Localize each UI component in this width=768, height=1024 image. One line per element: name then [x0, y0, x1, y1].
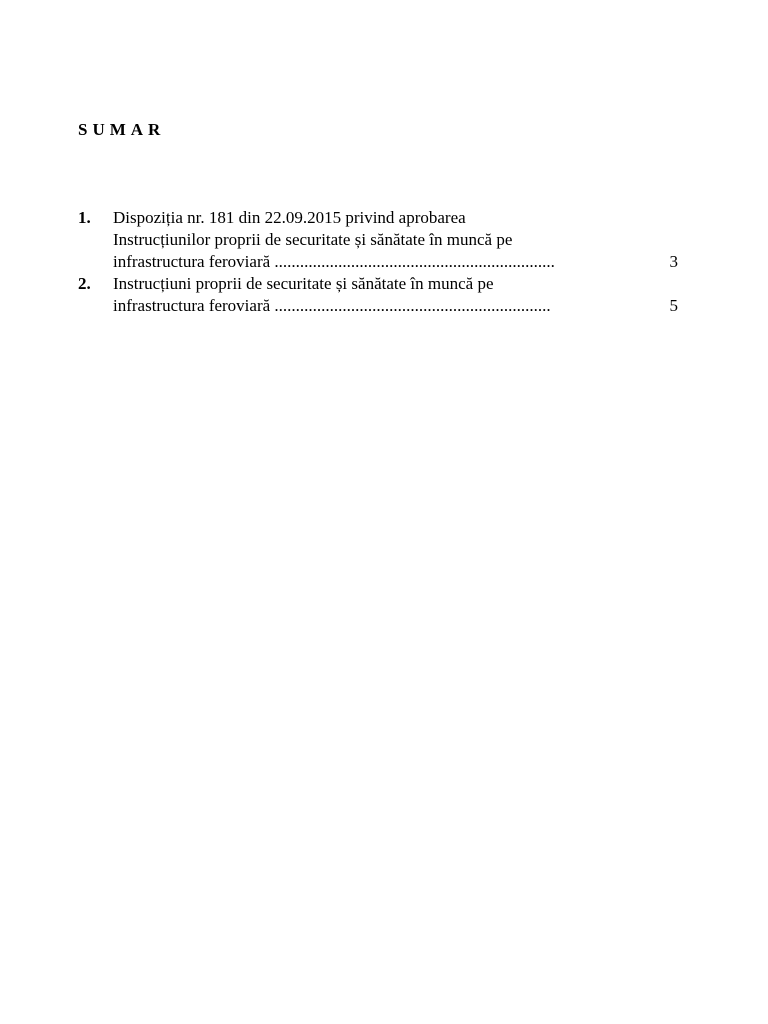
toc-entry-text	[113, 207, 638, 273]
toc-entry-leader-line: infrastructura feroviară ..................................................................	[113, 252, 555, 271]
toc-entry-line: Instrucțiunilor proprii de securitate și sănătate în muncă pe	[113, 230, 513, 249]
toc-entry-page-number: 5	[669, 296, 678, 315]
toc-entry-number: 2.	[78, 274, 91, 293]
toc-entry-line: Dispoziția nr. 181 din 22.09.2015 privind aprobarea	[113, 208, 466, 227]
toc-entry-leader-line: infrastructura feroviară .................................................................	[113, 296, 551, 315]
toc-entry-page-number: 3	[669, 252, 678, 271]
page-title: SUMAR	[78, 120, 166, 139]
toc-entry	[78, 207, 678, 273]
toc-entry-text	[113, 273, 638, 317]
toc-entry-number: 1.	[78, 208, 91, 227]
toc-entry-line: Instrucțiuni proprii de securitate și sănătate în muncă pe	[113, 274, 494, 293]
table-of-contents	[78, 207, 678, 317]
toc-entry	[78, 273, 678, 317]
